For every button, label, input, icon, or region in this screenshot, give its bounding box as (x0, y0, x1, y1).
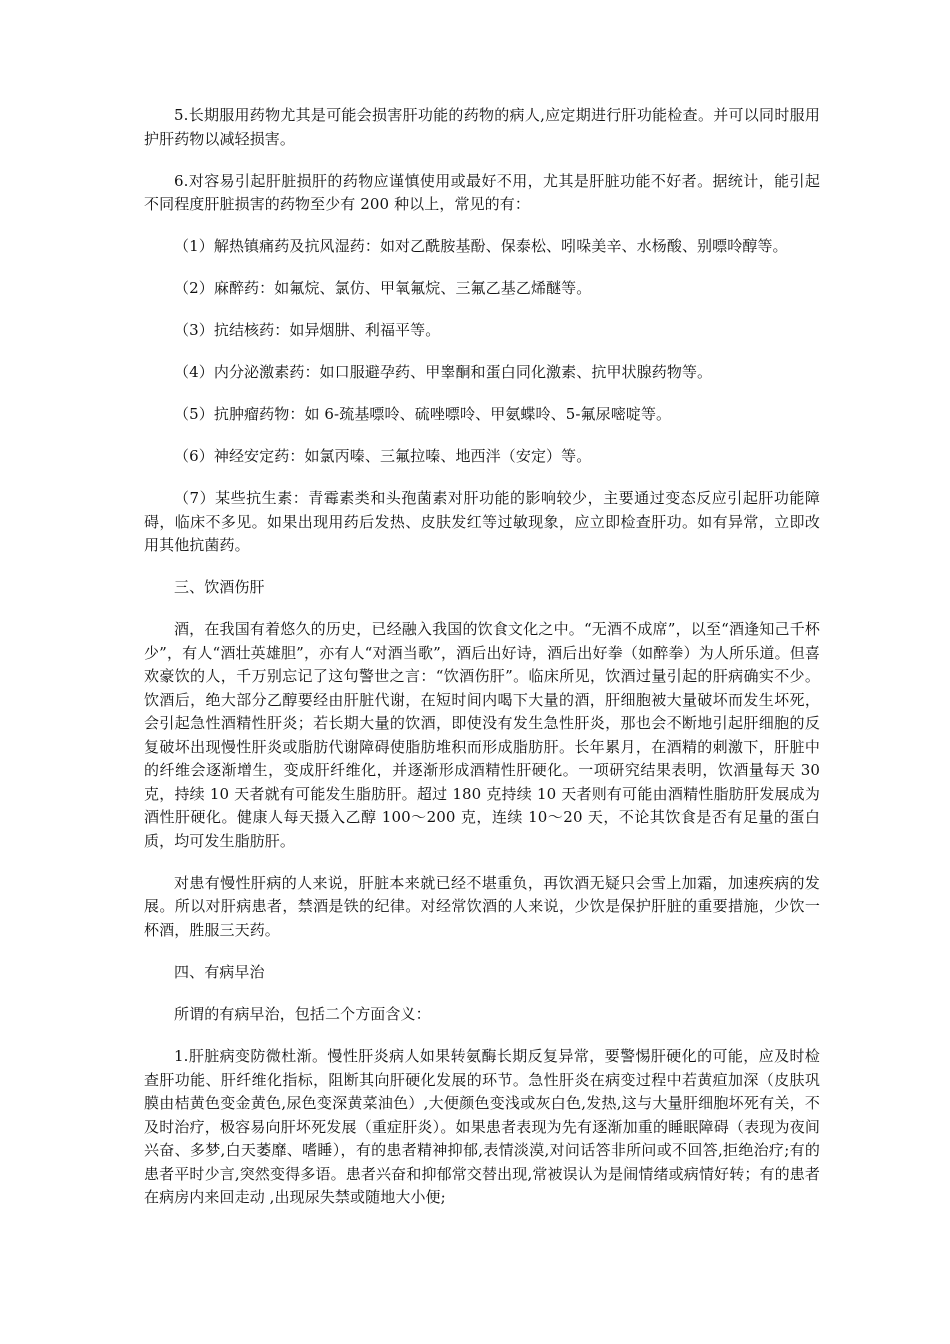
paragraph-chronic-liver: 对患有慢性肝病的人来说，肝脏本来就已经不堪重负，再饮酒无疑只会雪上加霜，加速疾病的发展。所以对肝病患者，禁酒是铁的纪律。对经常饮酒的人来说，少饮是保护肝脏的重要措施，少饮一杯酒，胜服三天药。 (144, 873, 820, 939)
list-item-drug-4: （4）内分泌激素药：如口服避孕药、甲睾酮和蛋白同化激素、抗甲状腺药物等。 (174, 363, 713, 381)
list-item-drug-6: （6）神经安定药：如氯丙嗪、三氟拉嗪、地西泮（安定）等。 (174, 447, 592, 465)
paragraph-early-treatment-intro: 所谓的有病早治，包括二个方面含义： (174, 1004, 431, 1023)
list-item-drug-1: （1）解热镇痛药及抗风湿药：如对乙酰胺基酚、保泰松、吲哚美辛、水杨酸、别嘌呤醇等。 (174, 237, 788, 255)
list-item-drug-2: （2）麻醉药：如氟烷、氯仿、甲氧氟烷、三氟乙基乙烯醚等。 (174, 279, 592, 297)
section-heading-drinking: 三、饮酒伤肝 (174, 578, 265, 596)
document-body (144, 104, 820, 1228)
paragraph-alcohol: 酒，在我国有着悠久的历史，已经融入我国的饮食文化之中。“无酒不成席”，以至“酒逢知己千杯少”，有人“酒壮英雄胆”，亦有人“对酒当歌”，酒后出好诗，酒后出好拳（如醉拳）为人所乐道。但喜欢豪饮的人，千万别忘记了这句警世之言：“饮酒伤肝”。临床所见，饮酒过量引起的肝病确实不少。饮酒后，绝大部分乙醇要经由肝脏代谢，在短时间内喝下大量的酒，肝细胞被大量破坏而发生坏死，会引起急性酒精性肝炎；若长期大量的饮酒，即使没有发生急性肝炎，那也会不断地引起肝细胞的反复破坏出现慢性肝炎或脂肪代谢障碍使脂肪堆积而形成脂肪肝。长年累月，在酒精的刺激下，肝脏中的纤维会逐渐增生，变成肝纤维化，并逐渐形成酒精性肝硬化。一项研究结果表明，饮酒量每天 30 克，持续 10 天者就有可能发生脂肪肝。超过 180 克持续 10 天者则有可能由酒精性脂肪肝发展成为酒性肝硬化。健康人每天摄入乙醇 100～200 克，连续 10～20 天，不论其饮食是否有足量的蛋白质，均可发生脂肪肝。 (144, 620, 820, 850)
list-item-drug-5: （5）抗肿瘤药物：如 6-巯基嘌呤、硫唑嘌呤、甲氨蝶呤、5-氟尿嘧啶等。 (174, 405, 672, 423)
section-heading-early-treatment: 四、有病早治 (174, 962, 265, 981)
list-item-drug-3: （3）抗结核药：如异烟肼、利福平等。 (174, 321, 441, 339)
paragraph-item-5: 5.长期服用药物尤其是可能会损害肝功能的药物的病人,应定期进行肝功能检查。并可以同时服用护肝药物以减轻损害。 (144, 106, 820, 148)
paragraph-item-6: 6.对容易引起肝脏损肝的药物应谨慎使用或最好不用，尤其是肝脏功能不好者。据统计，能引起不同程度肝脏损害的药物至少有 200 种以上，常见的有： (144, 171, 820, 213)
paragraph-early-treatment-1: 1.肝脏病变防微杜渐。慢性肝炎病人如果转氨酶长期反复异常，要警惕肝硬化的可能，应及时检查肝功能、肝纤维化指标，阻断其向肝硬化发展的环节。急性肝炎在病变过程中若黄疸加深（皮肤巩膜由桔黄色变金黄色,尿色变深黄菜油色）,大便颜色变浅或灰白色,发热,这与大量肝细胞坏死有关，不及时治疗，极容易向肝坏死发展（重症肝炎）。如果患者表现为先有逐渐加重的睡眠障碍（表现为夜间兴奋、多梦,白天萎靡、嗜睡），有的患者精神抑郁,表情淡漠,对问话答非所问或不回答,拒绝治疗;有的患者平时少言,突然变得多语。患者兴奋和抑郁常交替出现,常被误认为是闹情绪或病情好转；有的患者在病房内来回走动 ,出现尿失禁或随地大小便; (144, 1047, 820, 1206)
list-item-drug-7: （7）某些抗生素：青霉素类和头孢菌素对肝功能的影响较少，主要通过变态反应引起肝功能障碍，临床不多见。如果出现用药后发热、皮肤发红等过敏现象，应立即检查肝功。如有异常，立即改用其他抗菌药。 (144, 489, 820, 554)
